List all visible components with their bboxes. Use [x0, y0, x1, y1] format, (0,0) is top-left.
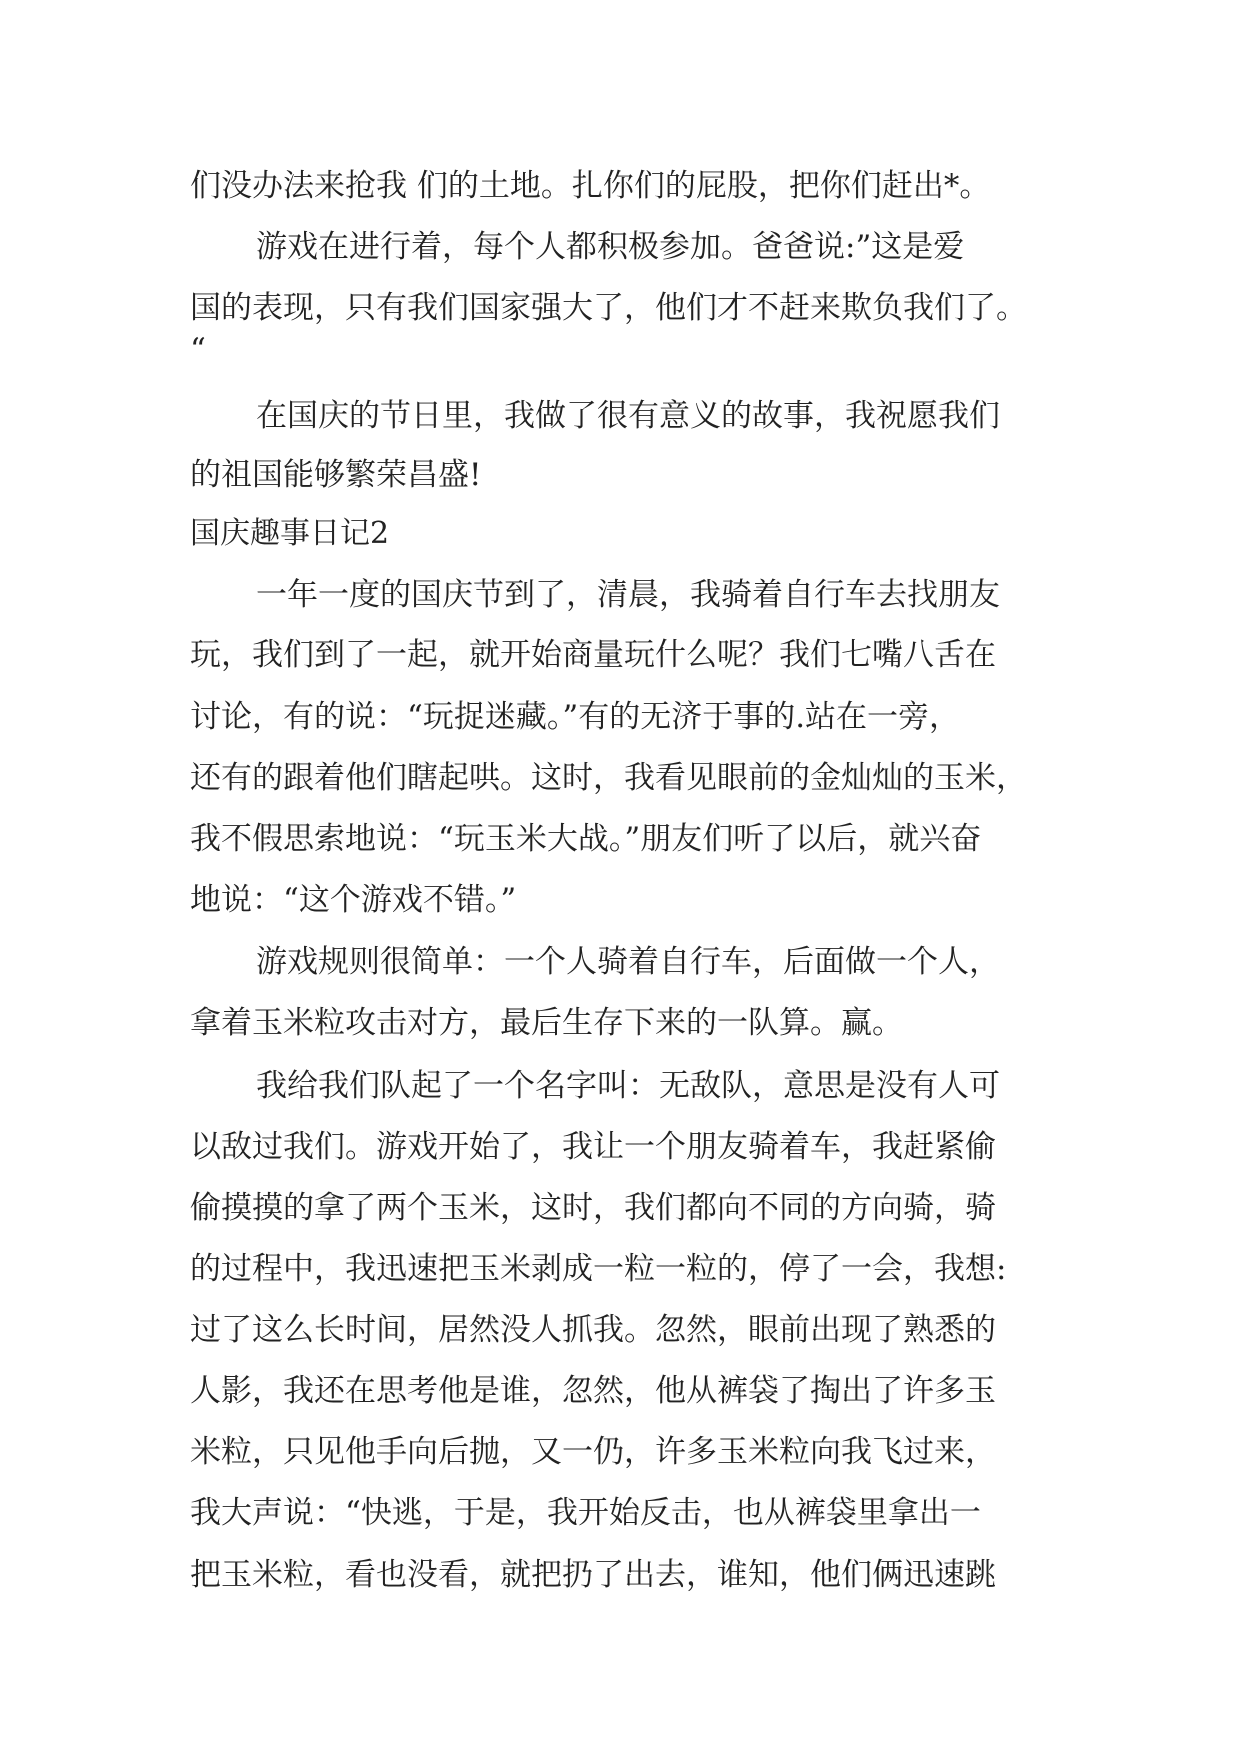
text-line: 还有的跟着他们瞎起哄。这时，我看见眼前的金灿灿的玉米， — [190, 760, 1027, 796]
text-line: 们没办法来抢我 们的土地。扎你们的屁股，把你们赶出*。 — [190, 168, 991, 204]
section-heading: 国庆趣事日记2 — [190, 516, 390, 551]
text-line: 以敌过我们。游戏开始了，我让一个朋友骑着车，我赶紧偷 — [190, 1129, 996, 1165]
text-line: 把玉米粒，看也没看，就把扔了出去，谁知，他们俩迅速跳 — [190, 1557, 996, 1593]
text-line: 拿着玉米粒攻击对方，最后生存下来的一队算。赢。 — [190, 1005, 903, 1041]
text-line: 过了这么长时间，居然没人抓我。忽然，眼前出现了熟悉的 — [190, 1312, 996, 1348]
text-line: 国的表现，只有我们国家强大了，他们才不赶来欺负我们了。 — [190, 290, 1027, 326]
text-line: 地说：“这个游戏不错。” — [190, 882, 517, 918]
text-line: “ — [190, 332, 206, 368]
text-line: 的过程中，我迅速把玉米剥成一粒一粒的，停了一会，我想: — [190, 1251, 1007, 1287]
paragraph-first-line: 游戏在进行着，每个人都积极参加。爸爸说:”这是爱 — [256, 229, 965, 265]
text-line: 人影，我还在思考他是谁，忽然，他从裤袋了掏出了许多玉 — [190, 1373, 996, 1409]
text-line: 的祖国能够繁荣昌盛! — [190, 457, 482, 493]
paragraph-first-line: 在国庆的节日里，我做了很有意义的故事，我祝愿我们 — [256, 398, 1000, 434]
text-line: 我大声说：“快逃，于是，我开始反击，也从裤袋里拿出一 — [190, 1495, 981, 1531]
text-line: 讨论，有的说：“玩捉迷藏。”有的无济于事的.站在一旁， — [190, 699, 961, 735]
paragraph-first-line: 我给我们队起了一个名字叫：无敌队，意思是没有人可 — [256, 1068, 1000, 1104]
text-line: 玩，我们到了一起，就开始商量玩什么呢？我们七嘴八舌在 — [190, 637, 996, 673]
paragraph-first-line: 游戏规则很简单：一个人骑着自行车，后面做一个人， — [256, 944, 1000, 980]
text-line: 偷摸摸的拿了两个玉米，这时，我们都向不同的方向骑，骑 — [190, 1190, 996, 1226]
text-line: 我不假思索地说：“玩玉米大战。”朋友们听了以后，就兴奋 — [190, 821, 982, 857]
text-line: 米粒，只见他手向后抛，又一仍，许多玉米粒向我飞过来， — [190, 1434, 996, 1470]
paragraph-first-line: 一年一度的国庆节到了，清晨，我骑着自行车去找朋友 — [256, 577, 1000, 613]
